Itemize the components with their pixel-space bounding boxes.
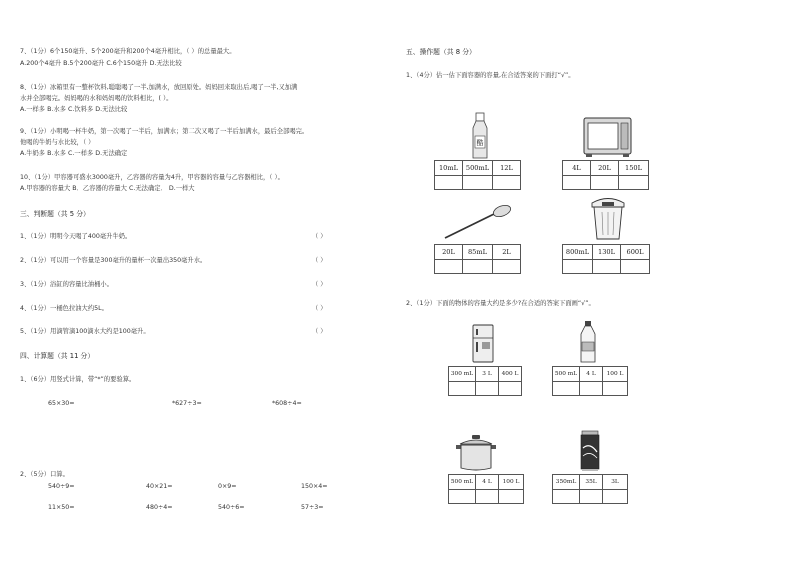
answer-cell[interactable]: [476, 382, 499, 396]
answer-paren-1[interactable]: （ ）: [312, 233, 327, 240]
refrigerator-icon: [470, 324, 496, 364]
cola-can-icon: [579, 430, 601, 472]
op-q2-stem: 2、（1分）下面的物体的容量大约是多少?在合适的答案下面画“√”。: [406, 300, 595, 307]
answer-paren-5[interactable]: （ ）: [312, 328, 327, 335]
q9-line1: 9、（1分）小明喝一杯牛奶，第一次喝了一半后，加满水；第二次又喝了一半后加满水，最后全部喝完。: [20, 128, 309, 135]
opt-water-bottle-3[interactable]: 100 L: [603, 367, 628, 382]
opt-water-bottle-1[interactable]: 500 mL: [553, 367, 580, 382]
oral-2-2: 480÷4=: [146, 504, 173, 511]
q8-line1: 8、（1分）冰箱里有一整杯饮料,聪聪喝了一半,加满水，放回原处。妈妈回来取出后,喝了一半,又加满: [20, 84, 298, 91]
answer-cell[interactable]: [593, 260, 621, 274]
q9-options: A.牛奶多 B.水多 C.一样多 D.无法确定: [20, 150, 128, 157]
oral-2-4: 57÷3=: [301, 504, 324, 511]
judge-item-1: 1、（1分）明明今天喝了400毫升牛奶。: [20, 233, 132, 240]
answer-cell[interactable]: [619, 176, 649, 190]
answer-cell[interactable]: [493, 176, 521, 190]
calc-q1-stem: 1、（6分）用竖式计算，带“*”的要验算。: [20, 376, 136, 383]
q10-line1: 10、（1分）甲容器可盛水3000毫升，乙容器的容量为4升，甲容器的容量与乙容器相比，（ ）。: [20, 174, 284, 181]
opt-cola-can-2[interactable]: 35L: [580, 475, 603, 490]
options-pot: [448, 474, 524, 504]
answer-cell[interactable]: [563, 260, 593, 274]
section-5-title: 五、操作题（共 8 分）: [406, 48, 476, 56]
options-cola-can: [552, 474, 628, 504]
medicine-bottle-icon: [468, 112, 492, 160]
opt-microwave-3[interactable]: 150L: [619, 161, 649, 176]
opt-water-bottle-2[interactable]: 4 L: [580, 367, 603, 382]
opt-fridge-2[interactable]: 3 L: [476, 367, 499, 382]
oral-1-4: 150×4=: [301, 483, 328, 490]
options-bottle: [434, 160, 521, 190]
opt-fridge-1[interactable]: 300 mL: [449, 367, 476, 382]
opt-cola-can-1[interactable]: 350mL: [553, 475, 580, 490]
options-microwave: [562, 160, 649, 190]
opt-microwave-1[interactable]: 4L: [563, 161, 591, 176]
oral-2-3: 540÷6=: [218, 504, 245, 511]
options-water-bottle: [552, 366, 628, 396]
opt-spoon-1[interactable]: 20L: [435, 245, 463, 260]
opt-spoon-2[interactable]: 85mL: [463, 245, 493, 260]
opt-microwave-2[interactable]: 20L: [591, 161, 619, 176]
opt-pot-2[interactable]: 4 L: [476, 475, 499, 490]
answer-cell[interactable]: [580, 490, 603, 504]
opt-bottle-1[interactable]: 10mL: [435, 161, 463, 176]
opt-pot-1[interactable]: 500 mL: [449, 475, 476, 490]
answer-cell[interactable]: [493, 260, 521, 274]
options-fridge: [448, 366, 522, 396]
opt-trashcan-2[interactable]: 130L: [593, 245, 621, 260]
oral-1-2: 40×21=: [146, 483, 173, 490]
opt-bottle-2[interactable]: 500mL: [463, 161, 493, 176]
opt-fridge-3[interactable]: 400 L: [499, 367, 522, 382]
spoon-icon: [442, 204, 514, 242]
answer-paren-2[interactable]: （ ）: [312, 257, 327, 264]
answer-cell[interactable]: [463, 260, 493, 274]
svg-text:酷: 酷: [476, 139, 484, 147]
q7-options: A.200个4毫升 B.5个200毫升 C.6个150毫升 D.无法比较: [20, 60, 182, 67]
answer-paren-4[interactable]: （ ）: [312, 305, 327, 312]
judge-item-2: 2、（1分）可以用一个容量是300毫升的量杯一次量出350毫升水。: [20, 257, 207, 264]
options-trashcan: [562, 244, 650, 274]
judge-item-3: 3、（1分）浴缸的容量比油桶小。: [20, 281, 114, 288]
answer-cell[interactable]: [435, 260, 463, 274]
answer-cell[interactable]: [553, 382, 580, 396]
opt-pot-3[interactable]: 100 L: [499, 475, 524, 490]
opt-bottle-3[interactable]: 12L: [493, 161, 521, 176]
opt-trashcan-3[interactable]: 600L: [621, 245, 650, 260]
section-4-title: 四、计算题（共 11 分）: [20, 352, 95, 360]
calc-item-1: 65×30=: [48, 400, 75, 407]
calc-q2-stem: 2、（5分）口算。: [20, 471, 69, 478]
answer-cell[interactable]: [603, 382, 628, 396]
trash-can-icon: [588, 193, 628, 241]
calc-item-3: *608÷4=: [272, 400, 302, 407]
oral-2-1: 11×50=: [48, 504, 75, 511]
answer-paren-3[interactable]: （ ）: [312, 281, 327, 288]
q8-options: A.一样多 B.水多 C.饮料多 D.无法比较: [20, 106, 128, 113]
answer-cell[interactable]: [449, 382, 476, 396]
opt-trashcan-1[interactable]: 800mL: [563, 245, 593, 260]
q7-stem: 7、（1分）6个150毫升、5个200毫升和200个4毫升相比，（ ）的总量最大。: [20, 48, 236, 55]
water-bottle-icon: [577, 320, 599, 364]
answer-cell[interactable]: [621, 260, 650, 274]
answer-cell[interactable]: [591, 176, 619, 190]
answer-cell[interactable]: [563, 176, 591, 190]
oral-1-3: 0×9=: [218, 483, 237, 490]
cooking-pot-icon: [455, 434, 497, 472]
q9-line2: 他喝的牛奶与水比较，（ ）: [20, 139, 95, 146]
q8-line2: 水并全部喝完。妈妈喝的水和妈妈喝的饮料相比，( ）。: [20, 95, 173, 102]
opt-cola-can-3[interactable]: 3L: [603, 475, 628, 490]
section-3-title: 三、判断题（共 5 分）: [20, 210, 90, 218]
answer-cell[interactable]: [463, 176, 493, 190]
answer-cell[interactable]: [499, 382, 522, 396]
answer-cell[interactable]: [603, 490, 628, 504]
microwave-icon: [583, 116, 633, 158]
judge-item-4: 4、（1分）一桶色拉油大约5L。: [20, 305, 108, 312]
answer-cell[interactable]: [499, 490, 524, 504]
options-spoon: [434, 244, 521, 274]
judge-item-5: 5、（1分）用滴管滴100滴水大约是100毫升。: [20, 328, 150, 335]
answer-cell[interactable]: [449, 490, 476, 504]
op-q1-stem: 1、（4分）估一估下面容器的容量,在合适答案的下面打“√”。: [406, 72, 575, 79]
q10-options: A.甲容器的容量大 B．乙容器的容量大 C.无法确定． D.一样大: [20, 185, 195, 192]
opt-spoon-3[interactable]: 2L: [493, 245, 521, 260]
answer-cell[interactable]: [476, 490, 499, 504]
answer-cell[interactable]: [435, 176, 463, 190]
answer-cell[interactable]: [553, 490, 580, 504]
calc-item-2: *627÷3=: [172, 400, 202, 407]
oral-1-1: 540÷9=: [48, 483, 75, 490]
answer-cell[interactable]: [580, 382, 603, 396]
